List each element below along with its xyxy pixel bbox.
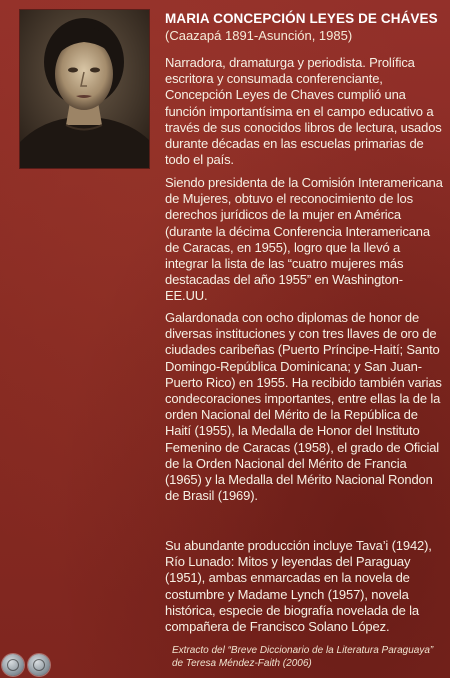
biography-paragraph-2: Siendo presidenta de la Comisión Interamericana de Mujeres, obtuvo el reconocimiento de los derechos jurídicos de la mujer en América (durante la décima Conferencia Interamericana de Caracas, en 1955), logro que la llevó a integrar la lista de las “cuatro mujeres más destacadas del año 1955” en Washington-EE.UU.	[165, 175, 443, 304]
source-citation: Extracto del “Breve Diccionario de la Literatura Paraguaya” de Teresa Méndez-Faith (2006)	[172, 645, 434, 669]
portrait-icon	[20, 10, 149, 168]
biography-paragraph-1: Narradora, dramaturga y periodista. Prolífica escritora y consumada conferenciante, Concepción Leyes de Chaves cumplió una función importantísima en el campo educativo a través de sus conocidos libros de lectura, usados durante décadas en las escuelas primarias de todo el país.	[165, 55, 442, 168]
birth-death-subtitle: (Caazapá 1891-Asunción, 1985)	[165, 28, 353, 43]
biography-paragraph-4: Su abundante producción incluye Tava’i (1942), Río Lunado: Mitos y leyendas del Paraguay (1951), ambas enmarcadas en la novela de costumbre y Madame Lynch (1957), novela histórica, especie de biografía novelada de la compañera de Francisco Solano López.	[165, 538, 432, 635]
seal-icon	[2, 654, 24, 676]
biography-paragraph-3: Galardonada con ocho diplomas de honor de diversas instituciones y con tres llaves de oro de ciudades caribeñas (Puerto Príncipe-Haití; Santo Domingo-República Dominicana; y San Juan-Puerto Rico) en 1955. Ha recibido también varias condecoraciones importantes, entre ellas la de la orden Nacional del Mérito de la República de Haití (1955), la Medalla de Honor del Instituto Femenino de Caracas (1958), el grado de Oficial de la Orden Nacional del Mérito de Francia (1965) y la Medalla del Mérito Nacional Rondon de Brasil (1969).	[165, 310, 442, 504]
person-name-title: MARIA CONCEPCIÓN LEYES DE CHÁVES	[165, 11, 438, 26]
seal-icon	[28, 654, 50, 676]
portrait-photo	[20, 10, 149, 168]
